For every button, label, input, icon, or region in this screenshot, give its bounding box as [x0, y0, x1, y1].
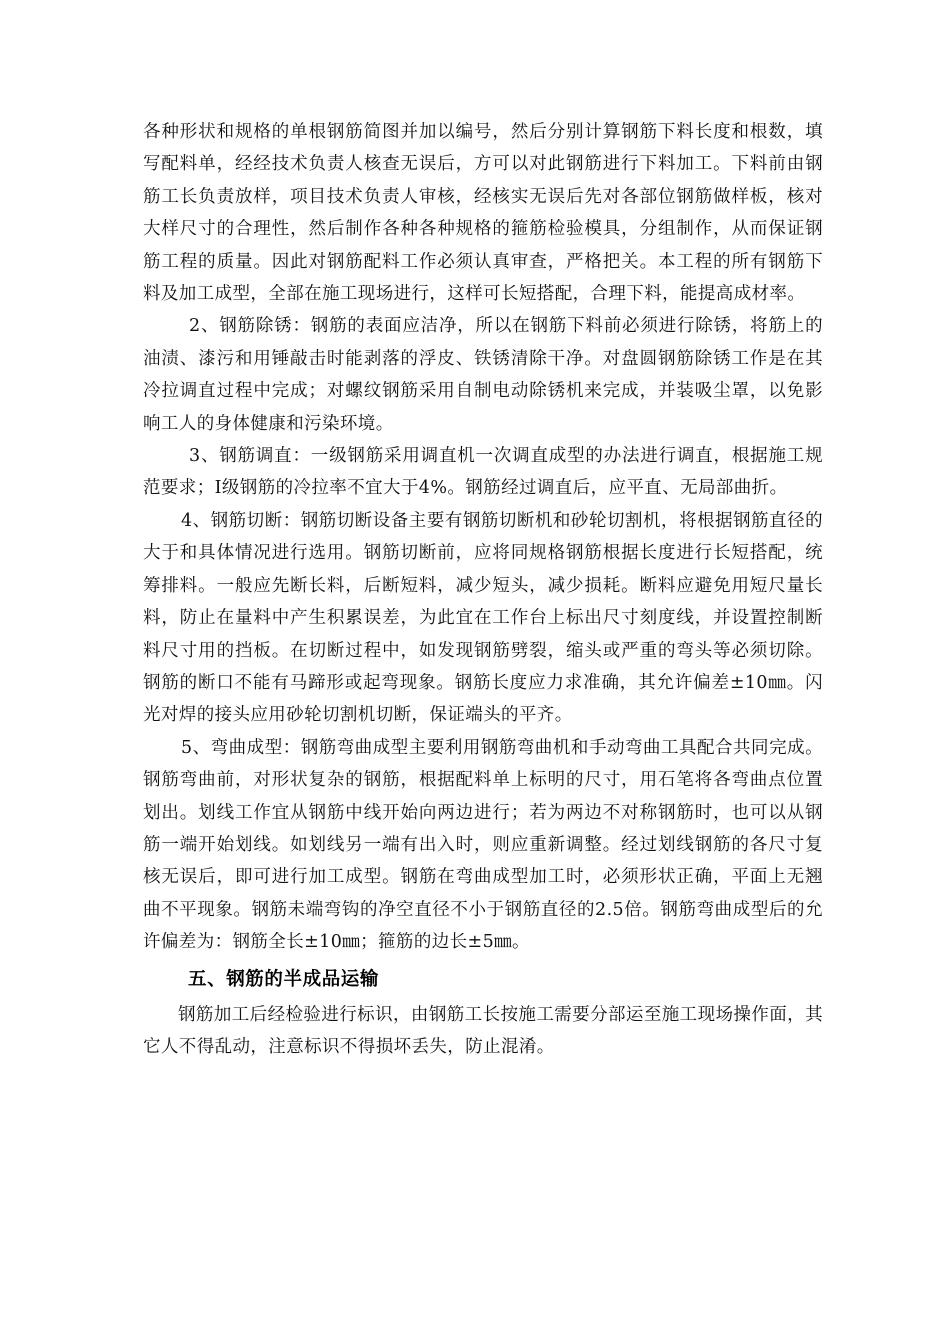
paragraph-transport: 钢筋加工后经检验进行标识，由钢筋工长按施工需要分部运至施工现场操作面，其它人不得乱动，注意标识不得损坏丢失，防止混淆。 [143, 1004, 823, 1057]
paragraph-cutting: 4、钢筋切断：钢筋切断设备主要有钢筋切断机和砂轮切割机，将根据钢筋直径的大于和具体情况进行选用。钢筋切断前，应将同规格钢筋根据长度进行长短搭配，统筹排料。一般应先断长料，后断短料，减少短头，减少损耗。断料应避免用短尺量长料，防止在量料中产生积累误差，为此宜在工作台上标出尺寸刻度线，并设置控制断料尺寸用的挡板。在切断过程中，如发现钢筋劈裂，缩头或严重的弯头等必须切除。钢筋的断口不能有马蹄形或起弯现象。钢筋长度应力求准确，其允许偏差±10㎜。闪光对焊的接头应用砂轮切割机切断，保证端头的平齐。 [143, 510, 823, 726]
paragraph-straightening: 3、钢筋调直：一级钢筋采用调直机一次调直成型的办法进行调直，根据施工规范要求；I级钢筋的冷拉率不宜大于4%。钢筋经过调直后，应平直、无局部曲折。 [143, 446, 823, 499]
document-body [143, 116, 823, 1063]
paragraph-rust-removal: 2、钢筋除锈：钢筋的表面应洁净，所以在钢筋下料前必须进行除锈，将筋上的油渍、漆污和用锤敲击时能剥落的浮皮、铁锈清除干净。对盘圆钢筋除锈工作是在其冷拉调直过程中完成；对螺纹钢筋采用自制电动除锈机来完成，并装吸尘罩，以免影响工人的身体健康和污染环境。 [143, 316, 823, 434]
section-heading: 五、钢筋的半成品运输 [188, 968, 380, 990]
paragraph-bending: 5、弯曲成型：钢筋弯曲成型主要利用钢筋弯曲机和手动弯曲工具配合共同完成。钢筋弯曲前，对形状复杂的钢筋，根据配料单上标明的尺寸，用石笔将各弯曲点位置划出。划线工作宜从钢筋中线开始向两边进行；若为两边不对称钢筋时，也可以从钢筋一端开始划线。如划线另一端有出入时，则应重新调整。经过划线钢筋的各尺寸复核无误后，即可进行加工成型。钢筋在弯曲成型加工时，必须形状正确，平面上无翘曲不平现象。钢筋未端弯钩的净空直径不小于钢筋直径的2.5倍。钢筋弯曲成型后的允许偏差为：钢筋全长±10㎜；箍筋的边长±5㎜。 [143, 737, 823, 953]
paragraph-rebar-batching: 各种形状和规格的单根钢筋简图并加以编号，然后分别计算钢筋下料长度和根数，填写配料单，经经技术负责人核查无误后，方可以对此钢筋进行下料加工。下料前由钢筋工长负责放样，项目技术负责人审核，经核实无误后先对各部位钢筋做样板，核对大样尺寸的合理性，然后制作各种各种规格的箍筋检验模具，分组制作，从而保证钢筋工程的质量。因此对钢筋配料工作必须认真审查，严格把关。本工程的所有钢筋下料及加工成型，全部在施工现场进行，这样可长短搭配，合理下料，能提高成材率。 [143, 122, 823, 305]
